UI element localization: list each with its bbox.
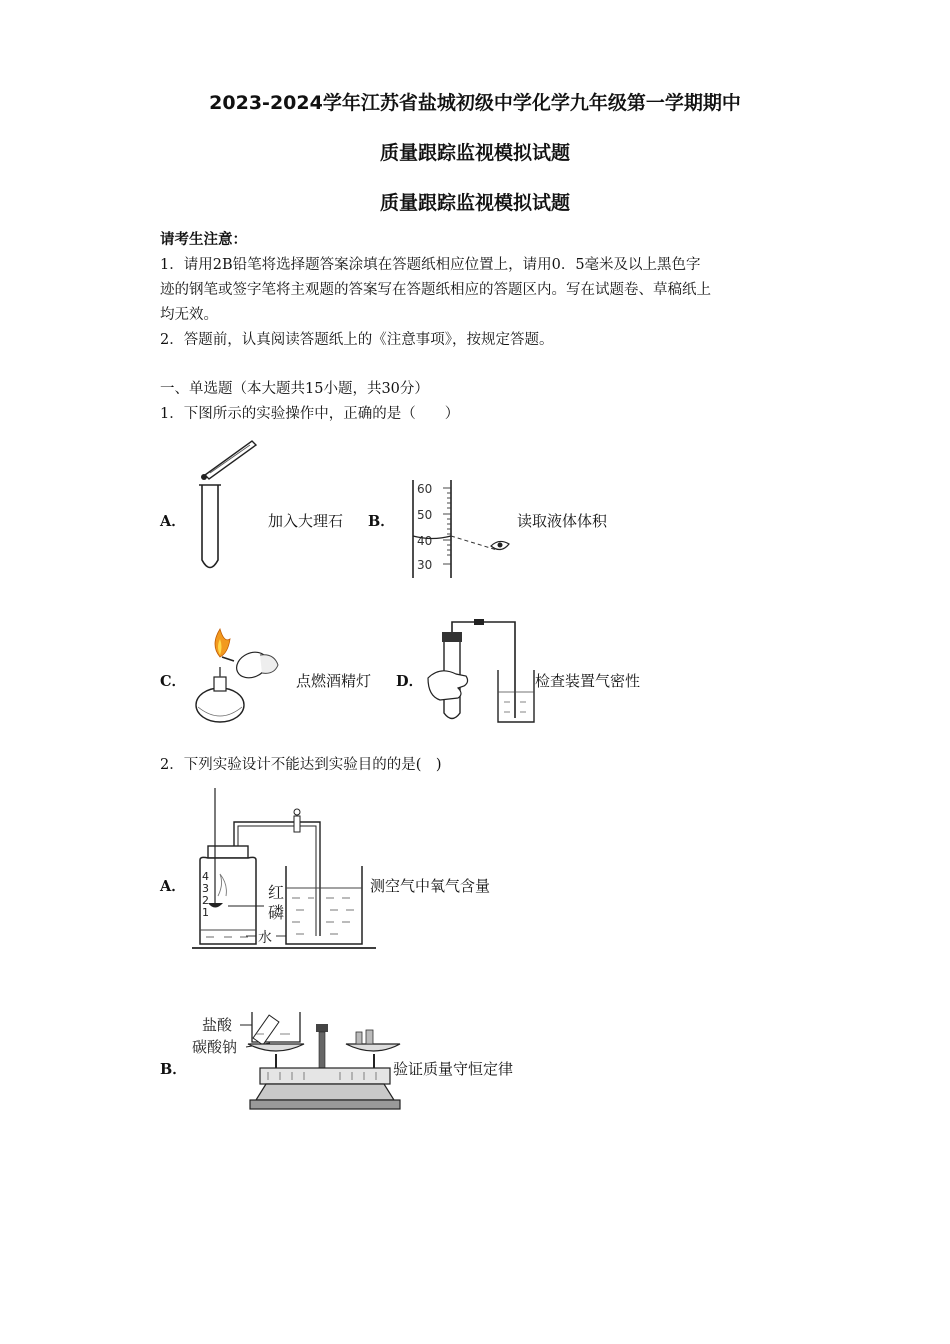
q1-option-b-label: B． (368, 513, 395, 530)
section-heading: 一、单选题（本大题共15小题，共30分） (160, 381, 429, 397)
q1-option-a-caption: 加入大理石 (268, 512, 344, 530)
page-title-line1: 2023-2024学年江苏省盐城初级中学化学九年级第一学期期中 (209, 92, 741, 114)
airtightness-check-figure (420, 618, 540, 728)
q2-option-a-label: A． (160, 878, 186, 895)
cylinder-tick-30: 30 (417, 558, 433, 572)
notice-heading: 请考生注意： (160, 231, 247, 248)
q1-option-c-caption: 点燃酒精灯 (296, 672, 372, 690)
notice-item2: 2．答题前，认真阅读答题纸上的《注意事项》，按规定答题。 (160, 332, 554, 348)
bottle-scale-3: 3 (202, 882, 209, 895)
q1-option-a-label: A． (160, 513, 186, 530)
page-title-line2: 质量跟踪监视模拟试题 (379, 142, 570, 164)
bottle-scale-1: 1 (202, 906, 209, 919)
notice-item1-line2: 迹的钢笔或签字笔将主观题的答案写在答题纸相应的答题区内。写在试题卷、草稿纸上 (160, 282, 711, 298)
oxygen-content-apparatus-figure (190, 788, 380, 950)
question-2-stem: 2．下列实验设计不能达到实验目的的是( ) (160, 757, 442, 773)
q2-option-b-label: B． (160, 1061, 187, 1078)
bottle-scale-4: 4 (202, 870, 209, 883)
notice-item1-line3: 均无效。 (160, 307, 218, 323)
test-tube-with-tongs-figure (190, 435, 270, 585)
label-phosphorus: 磷 (268, 903, 285, 922)
label-hydrochloric-acid: 盐酸 (202, 1016, 233, 1034)
cylinder-tick-40: 40 (417, 534, 433, 548)
q1-option-d-caption: 检查装置气密性 (535, 672, 641, 690)
label-red: 红 (268, 883, 285, 902)
bottle-scale-2: 2 (202, 894, 209, 907)
page-title-line3: 质量跟踪监视模拟试题 (379, 192, 570, 214)
label-sodium-carbonate: 碳酸钠 (192, 1038, 238, 1056)
q1-option-c-label: C． (160, 673, 187, 690)
question-1-stem: 1．下图所示的实验操作中，正确的是（ ） (160, 406, 460, 422)
cylinder-tick-50: 50 (417, 508, 433, 522)
graduated-cylinder-figure (405, 478, 525, 583)
q2-option-a-caption: 测空气中氧气含量 (370, 877, 491, 895)
q1-option-b-caption: 读取液体体积 (517, 512, 608, 530)
notice-item1-line1: 1．请用2B铅笔将选择题答案涂填在答题纸相应位置上，请用0．5毫米及以上黑色字 (160, 257, 701, 273)
alcohol-lamp-lighting-figure (190, 625, 290, 730)
cylinder-tick-60: 60 (417, 482, 433, 496)
balance-mass-conservation-figure (190, 1010, 395, 1115)
q1-option-d-label: D． (396, 673, 424, 690)
q2-option-b-caption: 验证质量守恒定律 (393, 1060, 514, 1078)
label-water: 水 (258, 930, 272, 946)
